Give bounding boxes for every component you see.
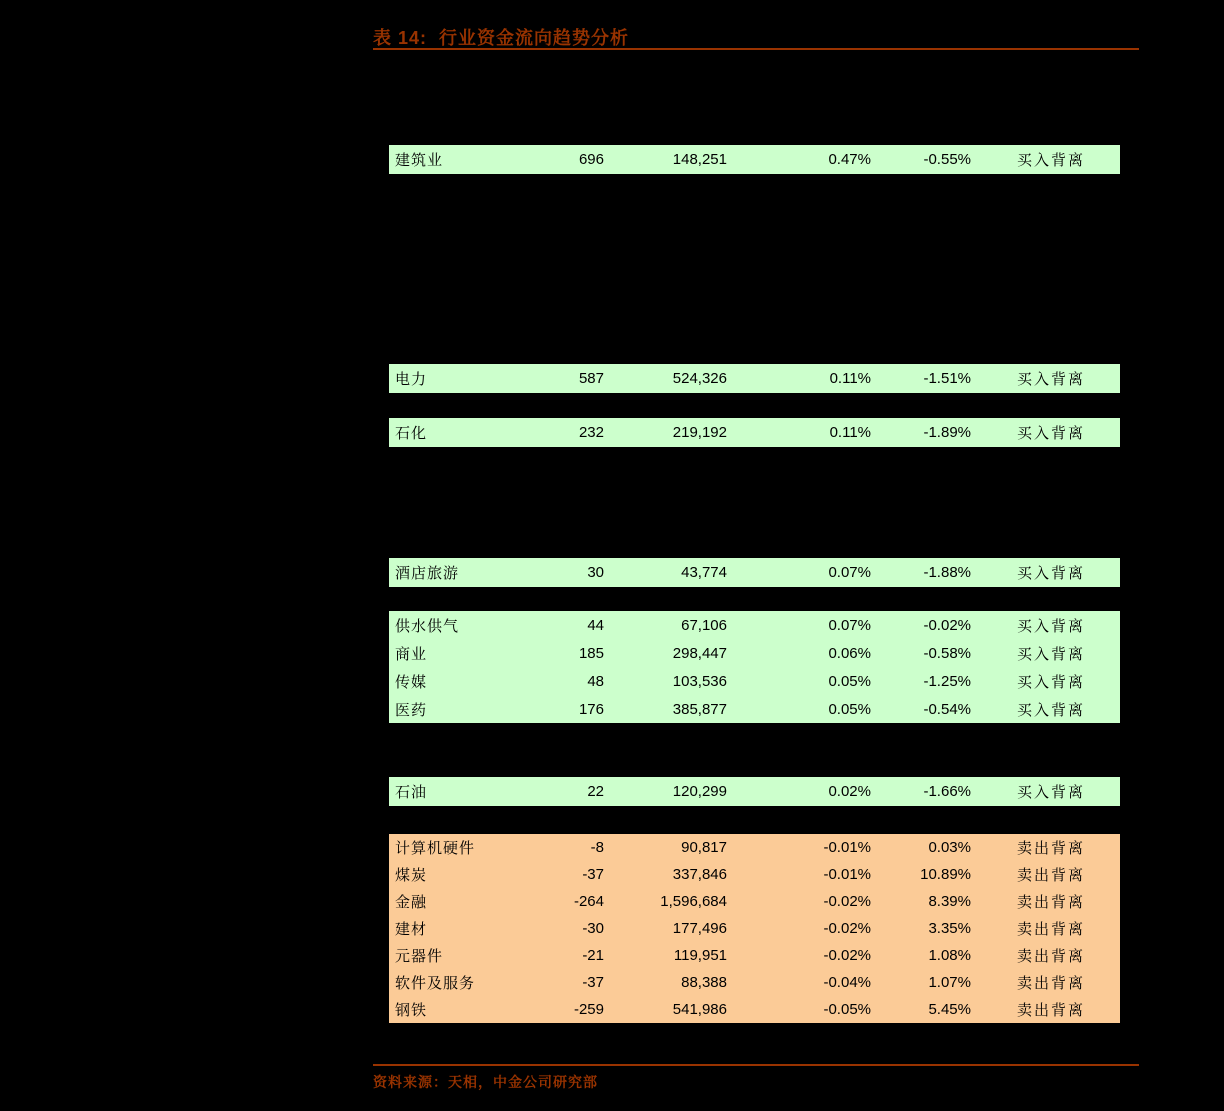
cell-amount: 524,326 (672, 370, 727, 387)
cell-amount: 298,447 (672, 644, 727, 662)
table-row (389, 418, 1120, 447)
cell-signal: 买入背离 (1017, 701, 1086, 719)
table-row (389, 861, 1120, 888)
cell-industry: 建筑业 (395, 152, 444, 169)
cell-pct-a: -0.05% (823, 1001, 871, 1018)
cell-amount: 177,496 (672, 920, 727, 937)
table-row (389, 667, 1120, 695)
cell-net-flow: -259 (573, 1001, 604, 1018)
table-row (389, 996, 1120, 1023)
table-row (389, 364, 1120, 393)
cell-pct-b: 3.35% (928, 920, 971, 937)
cell-pct-b: -0.58% (923, 644, 971, 662)
cell-industry: 供水供气 (395, 617, 460, 635)
cell-amount: 103,536 (672, 672, 727, 690)
table-group-green (389, 418, 1120, 447)
table-row (389, 145, 1120, 174)
cell-signal: 买入背离 (1017, 152, 1086, 169)
cell-net-flow: 22 (587, 783, 604, 800)
cell-pct-a: 0.47% (828, 151, 871, 168)
cell-signal: 买入背离 (1017, 371, 1086, 388)
cell-industry: 建材 (395, 921, 428, 938)
cell-pct-b: -1.25% (923, 672, 971, 690)
cell-signal: 买入背离 (1017, 645, 1086, 663)
table-row (389, 834, 1120, 861)
cell-industry: 商业 (395, 645, 428, 663)
table-row (389, 639, 1120, 667)
cell-net-flow: -30 (582, 920, 604, 937)
cell-amount: 337,846 (672, 866, 727, 883)
cell-pct-a: -0.04% (823, 974, 871, 991)
table-row (389, 695, 1120, 723)
cell-pct-b: 5.45% (928, 1001, 971, 1018)
cell-pct-a: 0.11% (829, 424, 871, 441)
table-group-green (389, 145, 1120, 174)
cell-signal: 卖出背离 (1017, 1002, 1086, 1019)
cell-industry: 元器件 (395, 948, 444, 965)
cell-pct-a: -0.01% (823, 866, 871, 883)
cell-amount: 119,951 (673, 947, 727, 964)
cell-pct-b: -0.02% (923, 616, 971, 634)
cell-signal: 买入背离 (1017, 617, 1086, 635)
cell-amount: 1,596,684 (660, 893, 727, 910)
footer-rule (373, 1064, 1139, 1066)
cell-pct-a: 0.02% (828, 783, 871, 800)
cell-pct-b: -1.66% (923, 783, 971, 800)
cell-industry: 软件及服务 (395, 975, 476, 992)
cell-signal: 买入背离 (1017, 784, 1086, 801)
cell-net-flow: -37 (582, 866, 604, 883)
cell-amount: 385,877 (672, 700, 727, 718)
cell-pct-b: 10.89% (920, 866, 971, 883)
cell-signal: 买入背离 (1017, 425, 1086, 442)
cell-signal: 卖出背离 (1017, 840, 1086, 857)
cell-pct-a: 0.06% (828, 644, 871, 662)
cell-pct-a: -0.02% (823, 920, 871, 937)
cell-industry: 钢铁 (395, 1002, 428, 1019)
cell-net-flow: 176 (578, 700, 604, 718)
source-note: 资料来源：天相，中金公司研究部 (373, 1074, 598, 1090)
cell-pct-b: -1.89% (923, 424, 971, 441)
cell-signal: 买入背离 (1017, 565, 1086, 582)
cell-pct-b: 1.08% (928, 947, 971, 964)
table-row (389, 777, 1120, 806)
cell-industry: 石化 (395, 425, 428, 442)
cell-net-flow: -37 (582, 974, 604, 991)
cell-amount: 148,251 (672, 151, 727, 168)
table-row (389, 558, 1120, 587)
table-group-green (389, 558, 1120, 587)
cell-industry: 传媒 (395, 673, 428, 691)
table-row (389, 942, 1120, 969)
cell-signal: 卖出背离 (1017, 948, 1086, 965)
cell-amount: 88,388 (681, 974, 727, 991)
cell-amount: 43,774 (681, 564, 727, 581)
cell-pct-a: 0.05% (828, 700, 871, 718)
cell-signal: 卖出背离 (1017, 975, 1086, 992)
table-row (389, 969, 1120, 996)
cell-net-flow: 232 (578, 424, 604, 441)
cell-net-flow: 696 (578, 151, 604, 168)
cell-industry: 医药 (395, 701, 428, 719)
cell-pct-b: 8.39% (928, 893, 971, 910)
cell-amount: 541,986 (672, 1001, 727, 1018)
cell-net-flow: 48 (587, 672, 604, 690)
industry-flow-table (389, 0, 1120, 1050)
cell-signal: 卖出背离 (1017, 894, 1086, 911)
cell-amount: 219,192 (672, 424, 727, 441)
cell-net-flow: 44 (587, 616, 604, 634)
table-row (389, 888, 1120, 915)
cell-pct-b: 0.03% (928, 839, 971, 856)
cell-pct-b: 1.07% (928, 974, 971, 991)
cell-pct-a: 0.07% (828, 564, 871, 581)
cell-pct-a: 0.05% (828, 672, 871, 690)
cell-net-flow: 185 (578, 644, 604, 662)
cell-amount: 90,817 (681, 839, 727, 856)
cell-net-flow: 30 (587, 564, 604, 581)
cell-signal: 卖出背离 (1017, 867, 1086, 884)
cell-industry: 石油 (395, 784, 428, 801)
table-group-orange (389, 834, 1120, 1023)
cell-pct-a: -0.02% (823, 893, 871, 910)
table-title: 表 14: 行业资金流向趋势分析 (373, 28, 630, 48)
cell-net-flow: -264 (573, 893, 604, 910)
cell-industry: 金融 (395, 894, 428, 911)
cell-pct-b: -1.51% (923, 370, 971, 387)
cell-pct-a: -0.02% (823, 947, 871, 964)
cell-industry: 酒店旅游 (395, 565, 460, 582)
cell-pct-a: 0.11% (829, 370, 871, 387)
table-group-green (389, 364, 1120, 393)
cell-industry: 计算机硬件 (395, 840, 476, 857)
cell-amount: 120,299 (672, 783, 727, 800)
cell-signal: 卖出背离 (1017, 921, 1086, 938)
cell-pct-a: -0.01% (823, 839, 871, 856)
table-row (389, 915, 1120, 942)
cell-pct-b: -1.88% (923, 564, 971, 581)
cell-net-flow: -8 (590, 839, 604, 856)
cell-net-flow: -21 (582, 947, 604, 964)
cell-industry: 电力 (395, 371, 428, 388)
cell-amount: 67,106 (681, 616, 727, 634)
table-group-green (389, 777, 1120, 806)
cell-pct-a: 0.07% (828, 616, 871, 634)
cell-pct-b: -0.55% (923, 151, 971, 168)
table-group-green (389, 611, 1120, 723)
table-row (389, 611, 1120, 639)
cell-industry: 煤炭 (395, 867, 428, 884)
cell-pct-b: -0.54% (923, 700, 971, 718)
cell-net-flow: 587 (578, 370, 604, 387)
cell-signal: 买入背离 (1017, 673, 1086, 691)
